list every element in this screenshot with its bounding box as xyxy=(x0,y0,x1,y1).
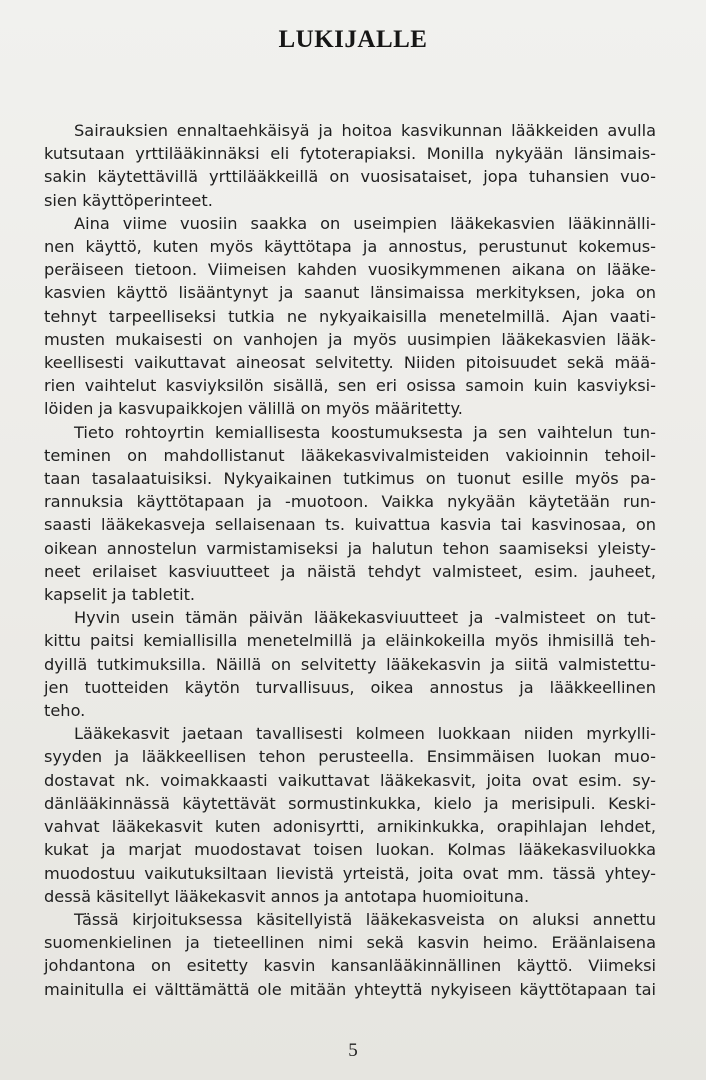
text-line: muodostuu vaikutuksiltaan lievistä yrteistä, joita ovat mm. tässä yhtey- xyxy=(44,863,656,883)
text-line: dyillä tutkimuksilla. Näillä on selvitetty lääkekasvin ja siitä valmistettu- xyxy=(44,654,656,674)
text-line: sakin käytettävillä yrttilääkkeillä on vuosisataiset, jopa tuhansien vuo- xyxy=(44,167,656,187)
text-line: Hyvin usein tämän päivän lääkekasviuutteet ja -valmisteet on tut- xyxy=(74,608,656,628)
text-line: oikean annostelun varmistamiseksi ja halutun tehon saamiseksi yleisty- xyxy=(44,538,656,558)
body-text xyxy=(44,119,656,1001)
text-line: dessä käsitellyt lääkekasvit annos ja antotapa huomioituna. xyxy=(44,886,530,906)
text-line: Sairauksien ennaltaehkäisyä ja hoitoa kasvikunnan lääkkeiden avulla xyxy=(74,121,656,140)
text-line: kapselit ja tabletit. xyxy=(44,585,196,605)
paragraph xyxy=(44,212,656,421)
text-line: rien vaihtelut kasviyksilön sisällä, sen eri osissa samoin kuin kasviyksi- xyxy=(44,376,656,396)
text-line: Lääkekasvit jaetaan tavallisesti kolmeen luokkaan niiden myrkylli- xyxy=(74,724,656,744)
paragraph xyxy=(44,722,656,908)
text-line: peräiseen tietoon. Viimeisen kahden vuosikymmenen aikana on lääke- xyxy=(44,260,656,280)
page-number: 5 xyxy=(348,1040,358,1061)
text-line: syyden ja lääkkeellisen tehon perusteella. Ensimmäisen luokan muo- xyxy=(44,747,656,767)
text-line: dänlääkinnässä käytettävät sormustinkukka, kielo ja merisipuli. Keski- xyxy=(44,793,656,813)
text-line: vahvat lääkekasvit kuten adonisyrtti, arnikinkukka, orapihlajan lehdet, xyxy=(44,817,656,837)
chapter-title: LUKIJALLE xyxy=(278,26,428,53)
text-line: neet erilaiset kasviuutteet ja näistä tehdyt valmisteet, esim. jauheet, xyxy=(44,561,656,581)
paragraph xyxy=(44,119,656,212)
text-line: kasvien käyttö lisääntynyt ja saanut länsimaissa merkityksen, joka on xyxy=(44,283,656,303)
text-line: teminen on mahdollistanut lääkekasvivalmisteiden vakioinnin tehoil- xyxy=(44,445,656,465)
text-line: Tieto rohtoyrtin kemiallisesta koostumuksesta ja sen vaihtelun tun- xyxy=(74,422,656,442)
text-line: nen käyttö, kuten myös käyttötapa ja annostus, perustunut kokemus- xyxy=(44,237,656,257)
paragraph xyxy=(44,908,656,1001)
text-line: saasti lääkekasveja sellaisenaan ts. kuivattua kasvia tai kasvinosaa, on xyxy=(44,515,656,535)
text-line: jen tuotteiden käytön turvallisuus, oikea annostus ja lääkkeellinen xyxy=(44,677,656,697)
text-line: musten mukaisesti on vanhojen ja myös uusimpien lääkekasvien lääk- xyxy=(44,329,656,349)
text-line: tehnyt tarpeelliseksi tutkia ne nykyaikaisilla menetelmillä. Ajan vaati- xyxy=(44,306,656,326)
text-line: taan tasalaatuisiksi. Nykyaikainen tutkimus on tuonut esille myös pa- xyxy=(44,469,656,489)
text-line: johdantona on esitetty kasvin kansanlääkinnällinen käyttö. Viimeksi xyxy=(44,956,656,976)
text-line: Tässä kirjoituksessa käsitellyistä lääkekasveista on aluksi annettu xyxy=(74,909,656,929)
text-line: löiden ja kasvupaikkojen välillä on myös määritetty. xyxy=(44,399,463,419)
text-line: rannuksia käyttötapaan ja -muotoon. Vaikka nykyään käytetään run- xyxy=(44,492,656,512)
text-line: teho. xyxy=(44,701,86,721)
text-line: kutsutaan yrttilääkinnäksi eli fytoterapiaksi. Monilla nykyään länsimais- xyxy=(44,144,656,164)
text-line: kittu paitsi kemiallisilla menetelmillä ja eläinkokeilla myös ihmisillä teh- xyxy=(44,631,656,651)
text-line: Aina viime vuosiin saakka on useimpien lääkekasvien lääkinnälli- xyxy=(74,213,656,233)
text-line: keellisesti vaikuttavat aineosat selvitetty. Niiden pitoisuudet sekä mää- xyxy=(44,353,656,373)
paragraph xyxy=(44,606,656,722)
text-line: mainitulla ei välttämättä ole mitään yhteyttä nykyiseen käyttötapaan tai xyxy=(44,979,656,999)
text-line: kukat ja marjat muodostavat toisen luokan. Kolmas lääkekasviluokka xyxy=(44,840,656,860)
text-line: dostavat nk. voimakkaasti vaikuttavat lääkekasvit, joita ovat esim. sy- xyxy=(44,770,656,790)
paragraph xyxy=(44,421,656,607)
text-line: sien käyttöperinteet. xyxy=(44,190,213,210)
text-line: suomenkielinen ja tieteellinen nimi sekä kasvin heimo. Eräänlaisena xyxy=(44,933,656,953)
